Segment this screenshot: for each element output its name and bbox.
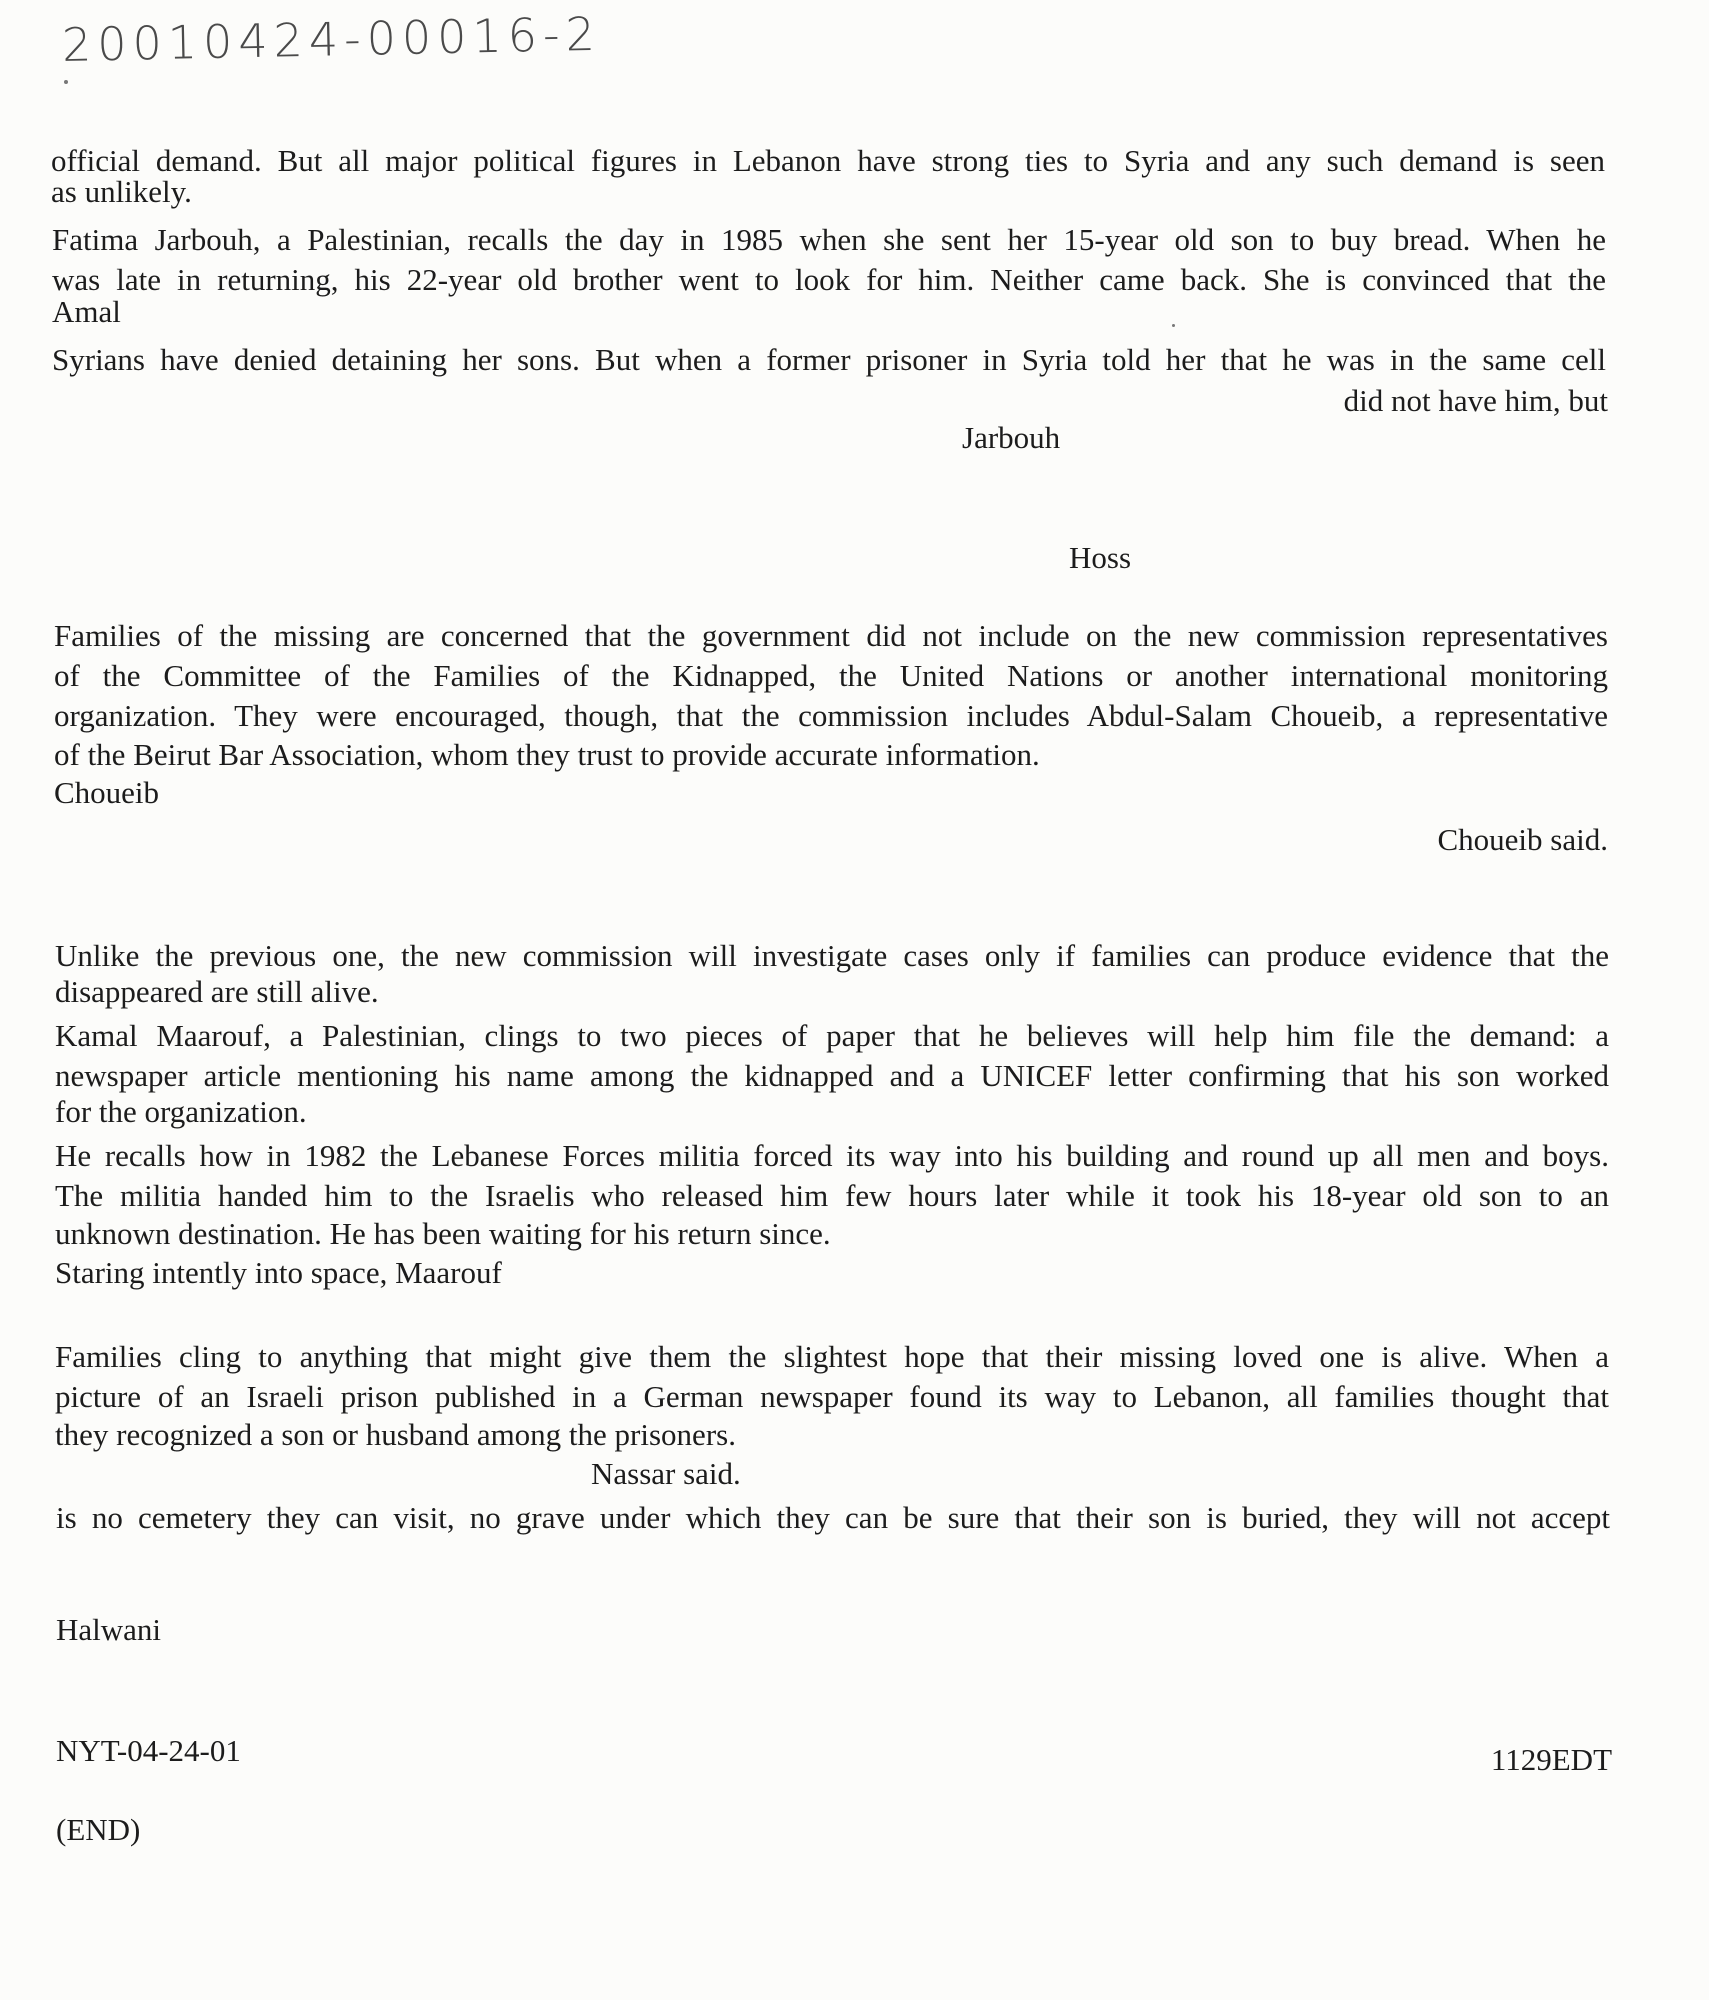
body-text-line: He recalls how in 1982 the Lebanese Forces militia forced its way into his building and round up all men and boys. [55,1138,1609,1173]
body-text-line: is no cemetery they can visit, no grave under which they can be sure that their son is buried, they will not accept [56,1500,1610,1535]
wire-timestamp: 1129EDT [1490,1742,1612,1777]
body-text-line: did not have him, but [1343,383,1608,418]
body-text-line: Choueib [54,775,160,810]
body-text-line: Fatima Jarbouh, a Palestinian, recalls the day in 1985 when she sent her 15-year old son to buy bread. When he [52,222,1606,257]
body-text-line: was late in returning, his 22-year old brother went to look for him. Neither came back. She is convinced that the [52,262,1606,297]
body-text-line: as unlikely. [51,174,192,209]
body-text-line: Choueib said. [1437,822,1608,857]
body-text-line: Syrians have denied detaining her sons. But when a former prisoner in Syria told her that he was in the same cell [52,342,1606,377]
body-text-line: Nassar said. [591,1456,741,1491]
body-text-line: official demand. But all major political figures in Lebanon have strong ties to Syria and any such demand is seen [51,143,1605,178]
body-text-line: for the organization. [55,1094,307,1129]
body-text-line: of the Committee of the Families of the Kidnapped, the United Nations or another international monitoring [54,658,1608,693]
body-text-line: they recognized a son or husband among the prisoners. [55,1417,736,1452]
body-text-line: Jarbouh [962,420,1061,455]
body-text-line: Hoss [1069,540,1132,575]
body-text-line: newspaper article mentioning his name among the kidnapped and a UNICEF letter confirming that his son worked [55,1058,1609,1093]
body-text-line: Families cling to anything that might give them the slightest hope that their missing loved one is alive. When a [55,1339,1609,1374]
body-text-line: Kamal Maarouf, a Palestinian, clings to two pieces of paper that he believes will help him file the demand: a [55,1018,1609,1053]
body-text-line: Unlike the previous one, the new commission will investigate cases only if families can produce evidence that the [55,938,1609,973]
speck-mark [64,80,68,84]
body-text-line: unknown destination. He has been waiting for his return since. [55,1216,831,1251]
body-text-line: disappeared are still alive. [55,974,379,1009]
body-text-line: The militia handed him to the Israelis who released him few hours later while it took his 18-year old son to an [55,1178,1609,1213]
speck-mark [1172,324,1175,327]
body-text-line: organization. They were encouraged, though, that the commission includes Abdul-Salam Choueib, a representative [54,698,1608,733]
body-text-line: picture of an Israeli prison published in a German newspaper found its way to Lebanon, all families thought that [55,1379,1609,1414]
body-text-line: Halwani [56,1612,162,1647]
handwritten-reference-number: 20010424-00016-2 [61,6,602,72]
body-text-line: of the Beirut Bar Association, whom they trust to provide accurate information. [54,737,1040,772]
body-text-line: Staring intently into space, Maarouf [55,1255,502,1290]
end-marker: (END) [56,1812,141,1847]
wire-dateline: NYT-04-24-01 [56,1733,241,1768]
body-text-line: Families of the missing are concerned that the government did not include on the new commission representatives [54,618,1608,653]
body-text-line: Amal [52,294,121,329]
